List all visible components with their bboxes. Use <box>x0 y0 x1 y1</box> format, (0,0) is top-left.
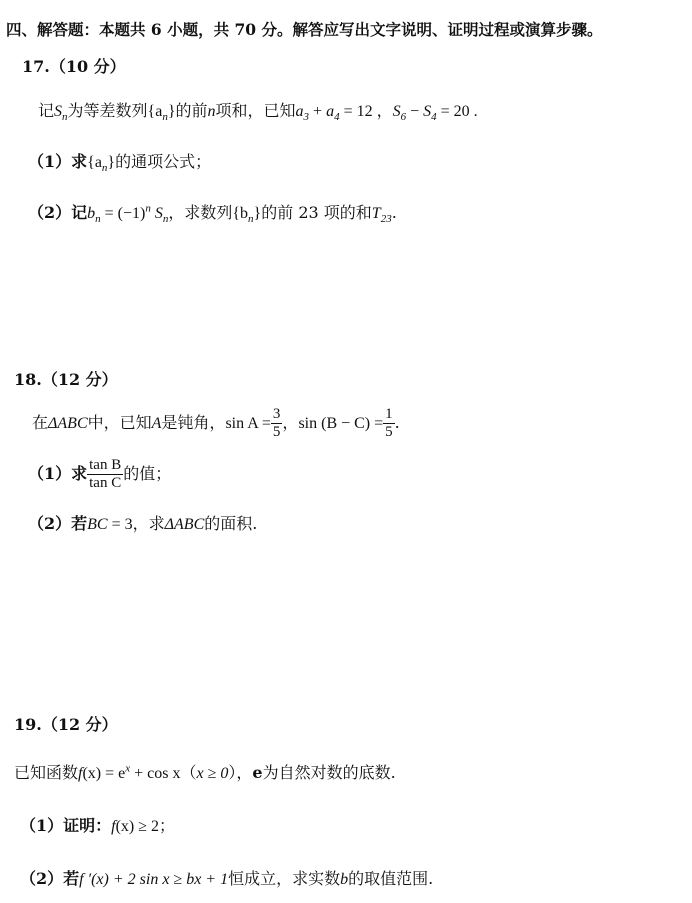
problem-17-heading: 17.（10 分） <box>22 57 126 76</box>
math: x ≥ 0 <box>196 765 229 782</box>
text: 为自然对数的底数. <box>262 763 396 782</box>
math: $T_{23}$ <box>371 205 392 226</box>
math: BC <box>87 516 108 533</box>
math: $a_3 + a_4 = 12$ ，$S_6 - S_4 = 20$ . <box>295 103 478 124</box>
math: $f(x) = e^x + \cos x$ <box>78 762 181 782</box>
problem-17-part-2 <box>28 203 397 224</box>
text: ，求 <box>132 514 165 533</box>
fraction: $\frac{1}{5}$ <box>385 406 393 440</box>
text: 已知函数 <box>14 763 79 782</box>
text: 项和，已知 <box>215 101 296 120</box>
section-title: 四、解答题：本题共 6 小题，共 70 分。解答应写出文字说明、证明过程或演算步骤。 <box>6 20 603 39</box>
text: 中，已知 <box>87 413 152 432</box>
part-label: （2）记 <box>28 203 88 222</box>
text: ； <box>159 816 176 835</box>
part-label: （1）证明： <box>20 816 112 835</box>
math: $\{b_n\}$ <box>232 205 262 226</box>
math: ΔABC <box>164 516 205 533</box>
problem-19-statement <box>14 763 396 784</box>
math: = 3 <box>107 516 133 533</box>
text: 的通项公式； <box>115 152 212 171</box>
problem-19-part-1 <box>20 816 175 837</box>
text: 记 <box>38 101 55 120</box>
problem-18-part-2 <box>28 514 257 535</box>
math: ΔABC <box>48 415 88 432</box>
problem-19-heading: 19.（12 分） <box>14 715 118 734</box>
problem-18-heading: 18.（12 分） <box>14 370 118 389</box>
math: e <box>252 763 263 782</box>
math: b <box>340 871 349 888</box>
problem-18-statement <box>32 406 400 441</box>
text: . <box>394 413 400 432</box>
text: 的值； <box>123 464 172 483</box>
text: . <box>391 203 397 222</box>
text: ， <box>282 413 299 432</box>
part-label: （2）若 <box>28 514 88 533</box>
fraction: $\frac{3}{5}$ <box>272 406 281 440</box>
math: $\{a_n\}$ <box>87 154 116 175</box>
math: n <box>207 103 216 120</box>
math: f ′(x) + 2 sin x ≥ bx + 1 <box>79 871 229 888</box>
part-label: （2）若 <box>20 869 80 888</box>
problem-18-part-1 <box>28 457 171 492</box>
math: $S_n$ <box>54 103 68 124</box>
text: 恒成立，求实数 <box>228 869 341 888</box>
math: $b_n = (-1)^n$ $S_n$ <box>87 202 169 226</box>
part-label: （1）求 <box>28 464 88 483</box>
text: 的取值范围. <box>348 869 434 888</box>
text: ，求数列 <box>168 203 233 222</box>
text: 的面积. <box>204 514 258 533</box>
text: 的前 23 项的和 <box>261 203 372 222</box>
problem-17-statement <box>38 101 478 122</box>
math: f(x) ≥ 2 <box>111 818 160 835</box>
text: ）， <box>228 763 253 782</box>
text: 为等差数列 <box>67 101 148 120</box>
math: $\{a_n\}$ <box>147 103 176 124</box>
part-label: （1）求 <box>28 152 88 171</box>
math: sin A = <box>225 415 271 432</box>
text: （ <box>180 763 197 782</box>
text: 在 <box>32 413 49 432</box>
text: 是钝角， <box>161 413 226 432</box>
problem-17-part-1 <box>28 152 211 173</box>
math: A <box>151 415 162 432</box>
problem-19-part-2 <box>20 869 433 890</box>
text: 的前 <box>175 101 208 120</box>
math: sin (B − C) = <box>298 415 384 432</box>
fraction: $\frac{\text{tan B}}{\text{tan C}}$ <box>89 457 122 491</box>
